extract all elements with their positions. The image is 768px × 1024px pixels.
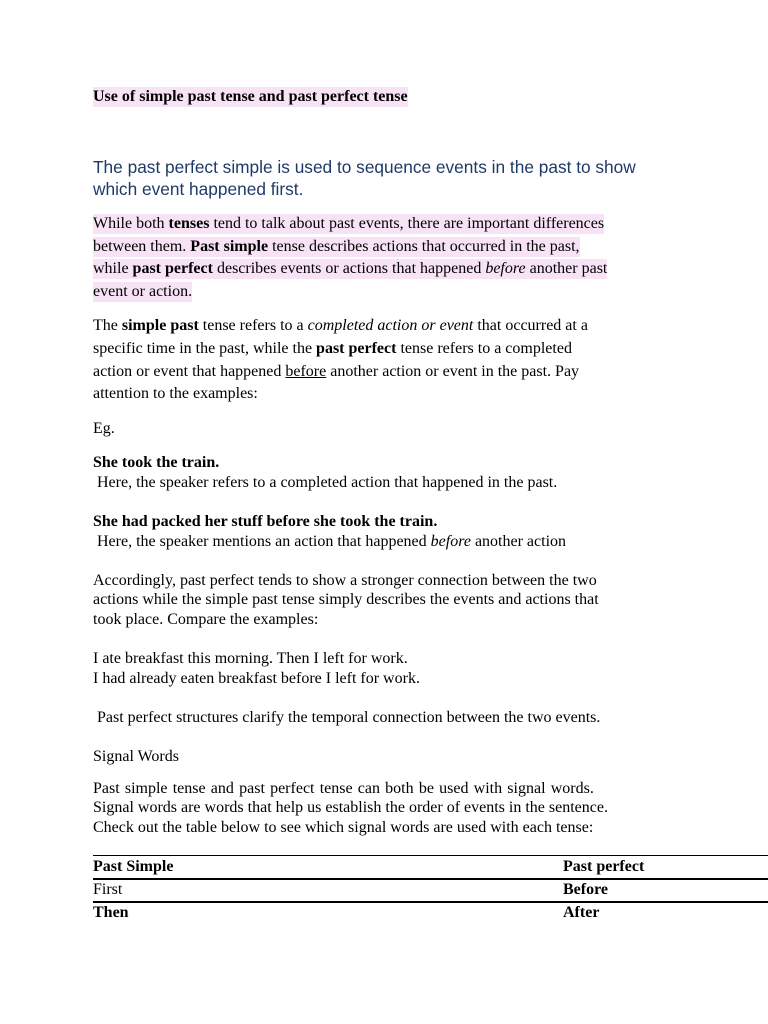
para1-line-2 <box>93 237 580 257</box>
text: between them. <box>93 238 191 255</box>
table-cell: Before <box>563 881 609 898</box>
para2-line-4: attention to the examples: <box>93 385 258 402</box>
para3-line-1: Accordingly, past perfect tends to show a stronger connection between the two <box>93 572 597 589</box>
text: that occurred at a <box>473 317 588 334</box>
table-cell: Then <box>93 904 129 921</box>
para2-line-2 <box>93 339 572 359</box>
underlined-text: before <box>285 363 327 380</box>
text: tense refers to a <box>198 317 308 334</box>
para1-line-1 <box>93 214 604 234</box>
bold-text: tenses <box>168 215 210 232</box>
eg-label: Eg. <box>93 420 115 437</box>
text: While both <box>93 215 169 232</box>
text: action or event that happened <box>93 363 286 380</box>
table-cell: First <box>93 881 123 898</box>
text: another past <box>525 260 608 277</box>
para2-line-3 <box>93 362 579 382</box>
text: tense describes actions that occurred in the past, <box>268 238 580 255</box>
signal-words-heading: Signal Words <box>93 748 179 765</box>
example-2-note <box>93 532 566 552</box>
para4-line-3: Check out the table below to see which signal words are used with each tense: <box>93 819 594 836</box>
para4-line-1: Past simple tense and past perfect tense can both be used with signal words. <box>93 780 594 797</box>
compare-line-1: I ate breakfast this morning. Then I left for work. <box>93 650 408 667</box>
bold-text: past perfect <box>316 340 397 357</box>
text: another action or event in the past. Pay <box>326 363 580 380</box>
italic-text: before <box>430 533 471 550</box>
table-header-past-simple: Past Simple <box>93 858 174 875</box>
para1-line-4: event or action. <box>93 283 193 300</box>
compare-line-2: I had already eaten breakfast before I left for work. <box>93 670 420 687</box>
intro-line-2: which event happened first. <box>93 179 304 199</box>
text: describes events or actions that happened <box>212 260 486 277</box>
intro-line-1: The past perfect simple is used to sequence events in the past to show <box>93 157 636 177</box>
example-1-note: Here, the speaker refers to a completed action that happened in the past. <box>93 474 558 491</box>
italic-text: completed action or event <box>307 317 474 334</box>
text: The <box>93 317 122 334</box>
text: while <box>93 260 133 277</box>
table-header-rule <box>93 878 768 880</box>
text: specific time in the past, while the <box>93 340 317 357</box>
para3-line-2: actions while the simple past tense simply describes the events and actions that <box>93 591 599 608</box>
text: Here, the speaker mentions an action that happened <box>93 533 431 550</box>
example-1-sentence: She took the train. <box>93 454 220 471</box>
bold-text: past perfect <box>132 260 213 277</box>
table-cell: After <box>563 904 600 921</box>
page-title: Use of simple past tense and past perfect tense <box>93 88 408 105</box>
clarify-line: Past perfect structures clarify the temporal connection between the two events. <box>93 709 601 726</box>
table-top-rule <box>93 855 768 856</box>
para4-line-2: Signal words are words that help us establish the order of events in the sentence. <box>93 799 608 816</box>
table-row-rule <box>93 901 768 903</box>
text: tend to talk about past events, there are important differences <box>209 215 605 232</box>
bold-text: simple past <box>121 317 199 334</box>
text: tense refers to a completed <box>396 340 572 357</box>
example-2-sentence: She had packed her stuff before she took the train. <box>93 513 438 530</box>
para2-line-1 <box>93 316 588 336</box>
para1-line-3 <box>93 259 607 279</box>
table-header-past-perfect: Past perfect <box>563 858 645 875</box>
italic-text: before <box>485 260 526 277</box>
text: another action <box>470 533 567 550</box>
para3-line-3: took place. Compare the examples: <box>93 611 319 628</box>
bold-text: Past simple <box>190 238 269 255</box>
